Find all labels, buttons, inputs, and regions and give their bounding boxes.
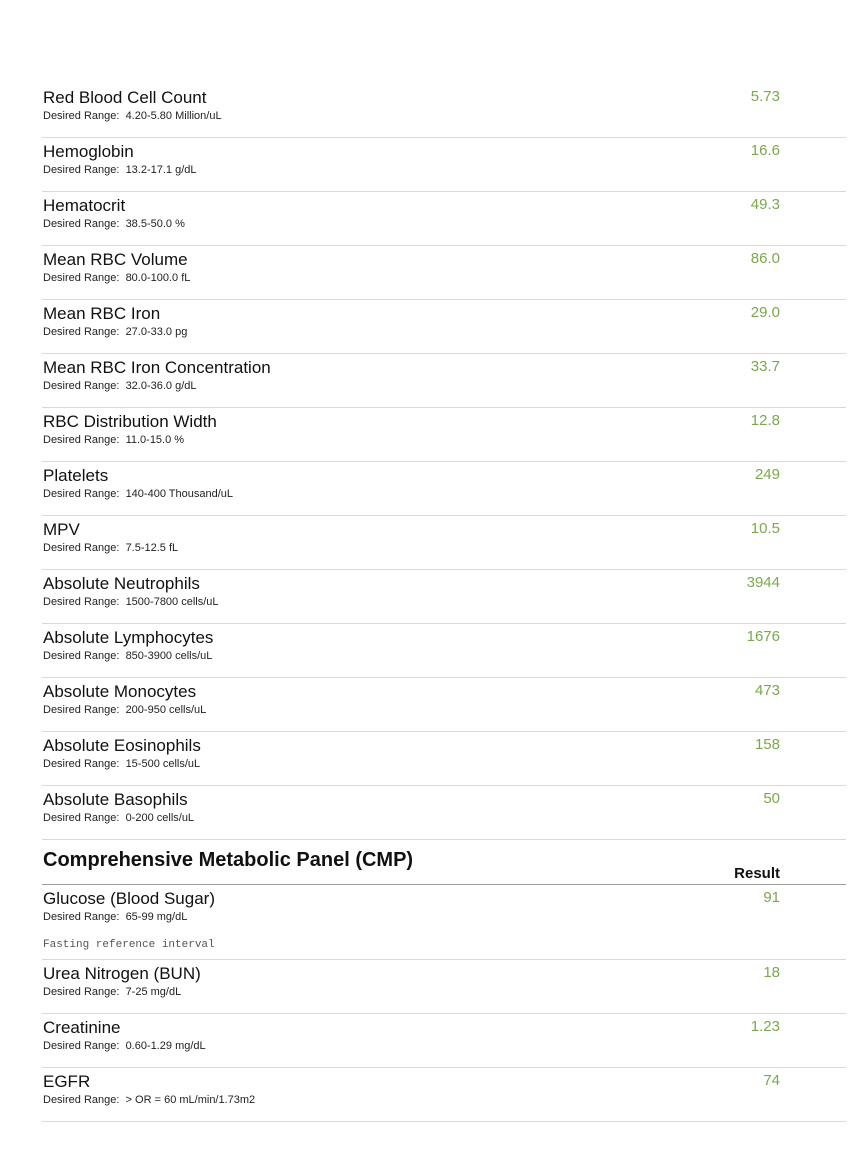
range-value: 0.60-1.29 mg/dL bbox=[125, 1040, 206, 1052]
test-name: RBC Distribution Width bbox=[43, 412, 217, 431]
result-row bbox=[42, 1014, 846, 1068]
test-name: Creatinine bbox=[43, 1018, 121, 1037]
test-name: Absolute Eosinophils bbox=[43, 736, 201, 755]
range-prefix: Desired Range: bbox=[43, 812, 120, 824]
test-name: Red Blood Cell Count bbox=[43, 88, 207, 107]
range-prefix: Desired Range: bbox=[43, 986, 120, 998]
result-value: 33.7 bbox=[750, 358, 780, 375]
result-value: 18 bbox=[763, 964, 780, 981]
test-name: Absolute Basophils bbox=[43, 790, 188, 809]
desired-range bbox=[43, 326, 187, 338]
range-prefix: Desired Range: bbox=[43, 326, 120, 338]
result-value: 249 bbox=[754, 466, 780, 483]
range-prefix: Desired Range: bbox=[43, 1094, 120, 1106]
result-value: 158 bbox=[754, 736, 780, 753]
desired-range bbox=[43, 542, 178, 554]
range-value: 0-200 cells/uL bbox=[125, 812, 195, 824]
desired-range bbox=[43, 812, 194, 824]
range-prefix: Desired Range: bbox=[43, 911, 120, 923]
desired-range bbox=[43, 434, 184, 446]
result-value: 1.23 bbox=[750, 1018, 780, 1035]
range-prefix: Desired Range: bbox=[43, 272, 120, 284]
range-value: 11.0-15.0 % bbox=[125, 434, 185, 446]
test-note: Fasting reference interval bbox=[43, 939, 215, 951]
result-value: 49.3 bbox=[750, 196, 780, 213]
result-row bbox=[42, 300, 846, 354]
range-prefix: Desired Range: bbox=[43, 164, 120, 176]
desired-range bbox=[43, 596, 219, 608]
range-prefix: Desired Range: bbox=[43, 704, 120, 716]
test-name: Absolute Monocytes bbox=[43, 682, 197, 701]
range-prefix: Desired Range: bbox=[43, 596, 120, 608]
result-row bbox=[42, 354, 846, 408]
desired-range bbox=[43, 1040, 206, 1052]
cbc-results-list bbox=[42, 84, 846, 840]
result-row bbox=[42, 192, 846, 246]
range-prefix: Desired Range: bbox=[43, 488, 120, 500]
lab-results-page bbox=[42, 84, 846, 1122]
test-name: Urea Nitrogen (BUN) bbox=[43, 964, 201, 983]
desired-range bbox=[43, 758, 200, 770]
result-row bbox=[42, 1068, 846, 1122]
result-value: 12.8 bbox=[750, 412, 780, 429]
range-value: 15-500 cells/uL bbox=[125, 758, 201, 770]
result-value: 10.5 bbox=[750, 520, 780, 537]
range-value: 7-25 mg/dL bbox=[125, 986, 182, 998]
range-value: 140-400 Thousand/uL bbox=[125, 488, 234, 500]
range-value: 1500-7800 cells/uL bbox=[125, 596, 219, 608]
desired-range bbox=[43, 1094, 255, 1106]
section-title: Comprehensive Metabolic Panel (CMP) bbox=[43, 849, 414, 871]
range-prefix: Desired Range: bbox=[43, 650, 120, 662]
desired-range bbox=[43, 164, 197, 176]
range-value: 27.0-33.0 pg bbox=[125, 326, 188, 338]
result-row bbox=[42, 246, 846, 300]
test-name: EGFR bbox=[43, 1072, 91, 1091]
result-value: 29.0 bbox=[750, 304, 780, 321]
cmp-section-header bbox=[42, 840, 846, 885]
test-name: Absolute Lymphocytes bbox=[43, 628, 214, 647]
result-row bbox=[42, 678, 846, 732]
desired-range bbox=[43, 911, 187, 923]
result-row bbox=[42, 138, 846, 192]
desired-range bbox=[43, 272, 190, 284]
desired-range bbox=[43, 110, 222, 122]
desired-range bbox=[43, 218, 185, 230]
range-prefix: Desired Range: bbox=[43, 1040, 120, 1052]
test-name: Platelets bbox=[43, 466, 109, 485]
range-prefix: Desired Range: bbox=[43, 380, 120, 392]
range-value: 7.5-12.5 fL bbox=[125, 542, 179, 554]
result-row bbox=[42, 732, 846, 786]
test-name: Hematocrit bbox=[43, 196, 126, 215]
range-value: 4.20-5.80 Million/uL bbox=[125, 110, 222, 122]
desired-range bbox=[43, 650, 212, 662]
range-value: 38.5-50.0 % bbox=[125, 218, 185, 230]
result-row bbox=[42, 786, 846, 840]
result-value: 16.6 bbox=[750, 142, 780, 159]
range-prefix: Desired Range: bbox=[43, 434, 120, 446]
range-value: 32.0-36.0 g/dL bbox=[125, 380, 197, 392]
range-prefix: Desired Range: bbox=[43, 218, 120, 230]
test-name: Absolute Neutrophils bbox=[43, 574, 200, 593]
range-value: 200-950 cells/uL bbox=[125, 704, 207, 716]
result-row bbox=[42, 570, 846, 624]
result-value: 50 bbox=[763, 790, 780, 807]
range-value: > OR = 60 mL/min/1.73m2 bbox=[125, 1094, 256, 1106]
result-value: 5.73 bbox=[750, 88, 780, 105]
range-prefix: Desired Range: bbox=[43, 758, 120, 770]
range-value: 65-99 mg/dL bbox=[125, 911, 188, 923]
desired-range bbox=[43, 380, 197, 392]
result-row bbox=[42, 960, 846, 1014]
result-value: 74 bbox=[763, 1072, 780, 1089]
result-value: 3944 bbox=[746, 574, 780, 591]
result-row bbox=[42, 624, 846, 678]
test-name: Mean RBC Volume bbox=[43, 250, 188, 269]
result-value: 91 bbox=[763, 889, 780, 906]
test-name: MPV bbox=[43, 520, 80, 539]
test-name: Glucose (Blood Sugar) bbox=[43, 889, 215, 908]
desired-range bbox=[43, 704, 206, 716]
result-value: 86.0 bbox=[750, 250, 780, 267]
result-row bbox=[42, 885, 846, 960]
test-name: Hemoglobin bbox=[43, 142, 134, 161]
result-value: 1676 bbox=[746, 628, 780, 645]
test-name: Mean RBC Iron bbox=[43, 304, 161, 323]
desired-range bbox=[43, 488, 233, 500]
range-prefix: Desired Range: bbox=[43, 542, 120, 554]
desired-range bbox=[43, 986, 181, 998]
result-column-header: Result bbox=[734, 865, 780, 882]
cmp-results-list bbox=[42, 885, 846, 1122]
range-value: 80.0-100.0 fL bbox=[125, 272, 191, 284]
range-value: 13.2-17.1 g/dL bbox=[125, 164, 197, 176]
result-value: 473 bbox=[754, 682, 780, 699]
result-row bbox=[42, 84, 846, 138]
test-name: Mean RBC Iron Concentration bbox=[43, 358, 271, 377]
result-row bbox=[42, 516, 846, 570]
range-prefix: Desired Range: bbox=[43, 110, 120, 122]
result-row bbox=[42, 408, 846, 462]
result-row bbox=[42, 462, 846, 516]
range-value: 850-3900 cells/uL bbox=[125, 650, 213, 662]
